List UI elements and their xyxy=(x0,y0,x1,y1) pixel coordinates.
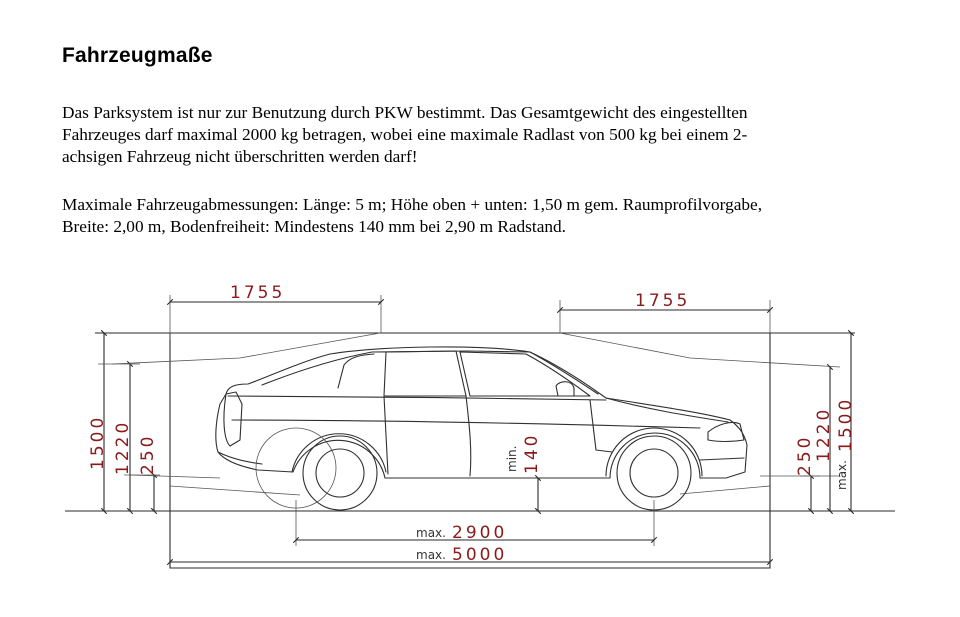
top-right-width-label: 1755 xyxy=(635,291,691,311)
left-height-250: 250 xyxy=(138,433,158,475)
wheelbase-value: 2900 xyxy=(452,523,508,543)
rear-light xyxy=(224,392,242,446)
side-mirror xyxy=(556,382,574,396)
wheelbase-prefix: max. xyxy=(416,526,446,540)
belt-line xyxy=(228,396,606,400)
dimensions-line: Maximale Fahrzeugabmessungen: Länge: 5 m; Höhe oben + unten: 1,50 m gem. Raumprofilvorgabe, xyxy=(62,195,763,214)
front-wheel-rim xyxy=(630,449,678,497)
rear-window xyxy=(338,354,374,388)
front-bumper xyxy=(700,458,744,460)
ground-clearance-value: 140 xyxy=(522,432,542,474)
front-wheel-arch xyxy=(606,428,702,476)
dimensions-line: Breite: 2,00 m, Bodenfreiheit: Mindestens 140 mm bei 2,90 m Radstand. xyxy=(62,217,566,236)
length-prefix: max. xyxy=(416,548,446,562)
car-greenhouse xyxy=(262,351,598,394)
usage-line: Das Parksystem ist nur zur Benutzung durch PKW bestimmt. Das Gesamtgewicht des eingestellten xyxy=(62,103,748,122)
side-crease xyxy=(232,420,700,428)
right-max-prefix: max. xyxy=(835,460,849,490)
front-wheel-tire xyxy=(617,436,691,510)
length-value: 5000 xyxy=(452,545,508,565)
rear-wheel-tire xyxy=(303,436,377,510)
rear-wheel-rim xyxy=(316,449,364,497)
rear-door-window xyxy=(384,351,466,396)
headlight xyxy=(708,422,744,441)
front-door-line xyxy=(466,396,471,476)
hood-line xyxy=(606,398,728,422)
usage-line: achsigen Fahrzeug nicht überschritten werden darf! xyxy=(62,147,418,166)
top-left-width-label: 1755 xyxy=(230,283,286,303)
ground-clearance-prefix: min. xyxy=(505,445,519,472)
car-body-outline xyxy=(216,347,747,478)
page-title: Fahrzeugmaße xyxy=(62,44,213,67)
right-height-1500: 1500 xyxy=(836,396,856,452)
left-height-1220: 1220 xyxy=(113,419,133,475)
vehicle-dimension-drawing xyxy=(0,270,960,590)
right-height-1220: 1220 xyxy=(814,406,834,462)
right-height-250: 250 xyxy=(795,434,815,476)
dimensions-paragraph xyxy=(62,194,762,238)
car-side-view xyxy=(216,347,747,510)
usage-paragraph xyxy=(62,102,748,168)
left-height-1500: 1500 xyxy=(88,414,108,470)
rear-door-line xyxy=(384,396,388,474)
usage-line: Fahrzeuges darf maximal 2000 kg betragen, wobei eine maximale Radlast von 500 kg bei einem 2- xyxy=(62,125,748,144)
